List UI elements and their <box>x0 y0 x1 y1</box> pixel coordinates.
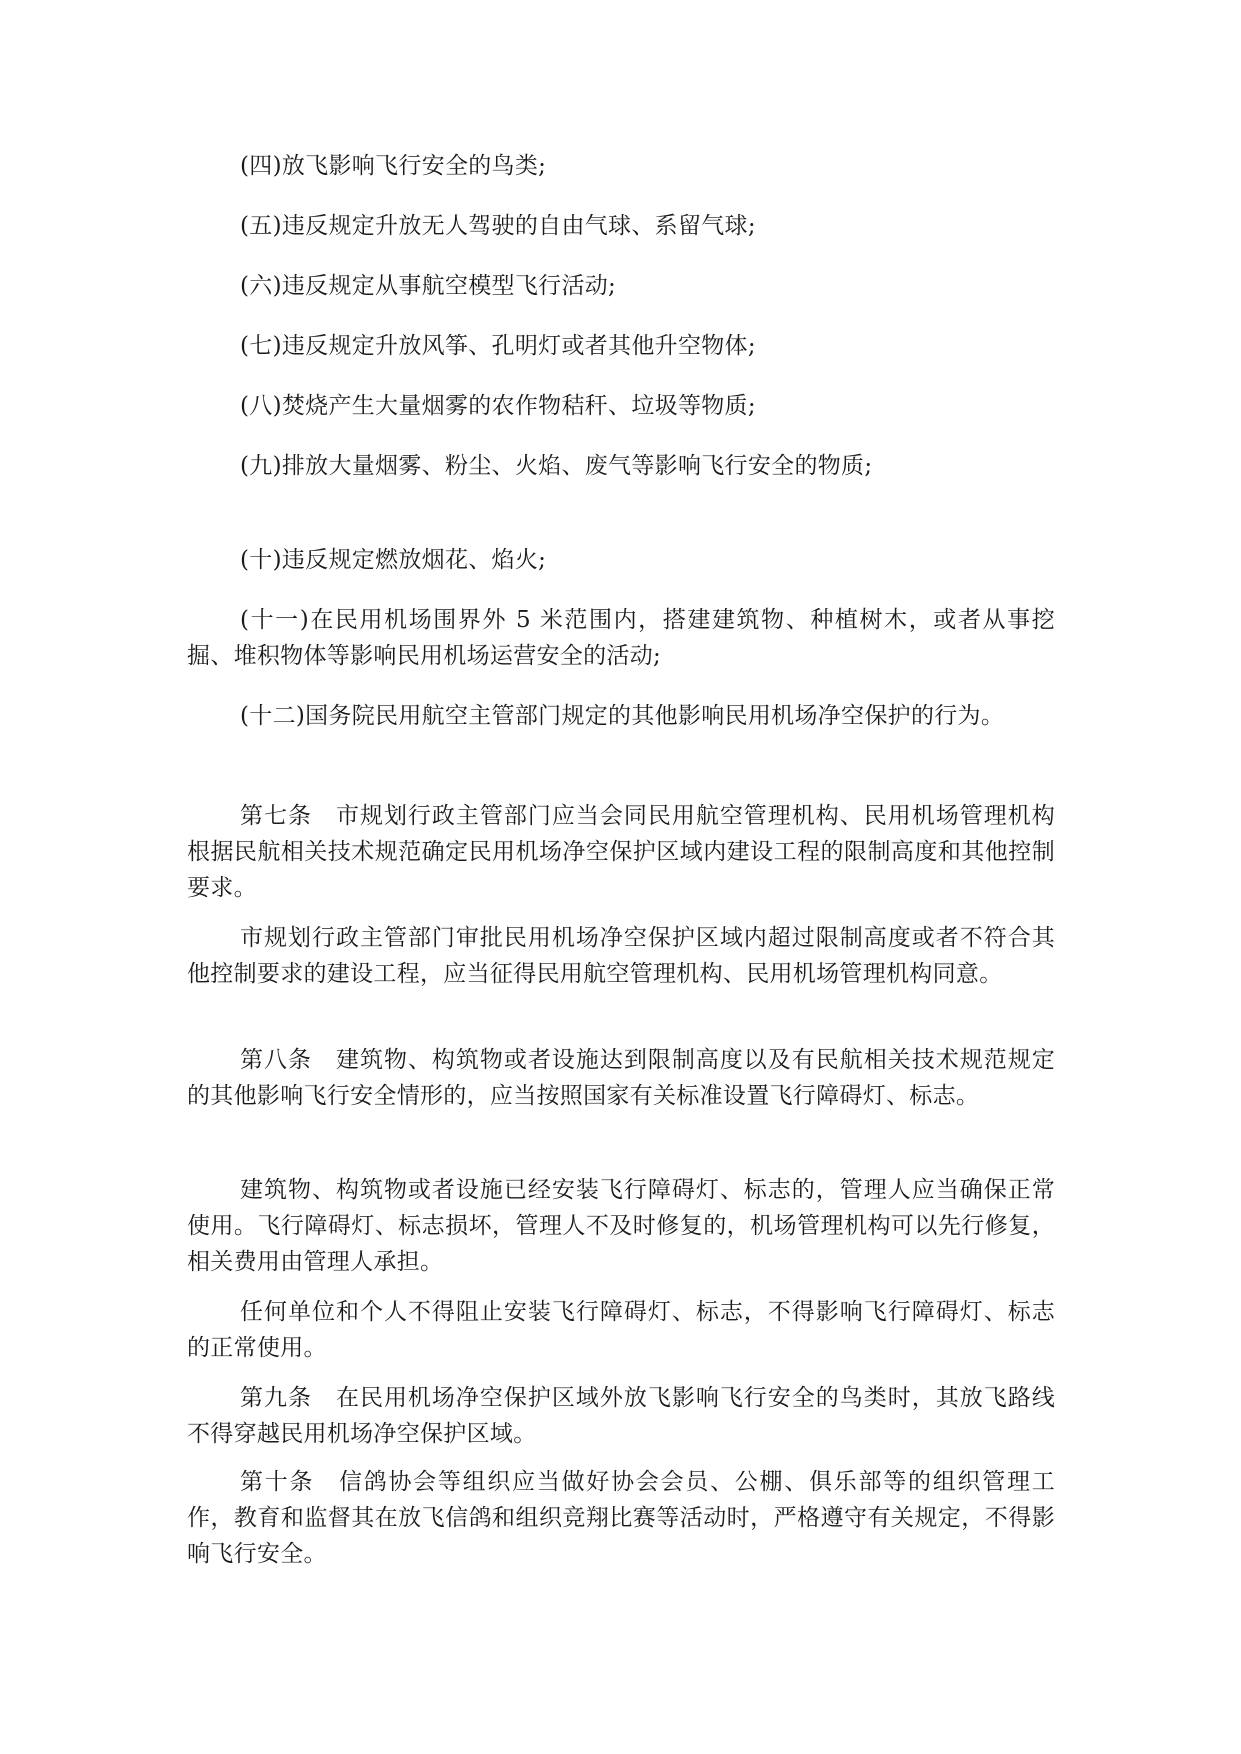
paragraph-item-12: (十二)国务院民用航空主管部门规定的其他影响民用机场净空保护的行为。 <box>240 703 1005 729</box>
paragraph-item-4: (四)放飞影响飞行安全的鸟类; <box>240 153 547 179</box>
article-10: 第十条 信鸽协会等组织应当做好协会会员、公棚、俱乐部等的组织管理工作，教育和监督其在放飞信鸽和组织竞翔比赛等活动时，严格遵守有关规定，不得影响飞行安全。 <box>187 1469 1055 1567</box>
article-8-paragraph-3: 任何单位和个人不得阻止安装飞行障碍灯、标志，不得影响飞行障碍灯、标志的正常使用。 <box>187 1299 1055 1361</box>
article-7-paragraph-2: 市规划行政主管部门审批民用机场净空保护区域内超过限制高度或者不符合其他控制要求的建设工程，应当征得民用航空管理机构、民用机场管理机构同意。 <box>187 925 1055 987</box>
article-9: 第九条 在民用机场净空保护区域外放飞影响飞行安全的鸟类时，其放飞路线不得穿越民用机场净空保护区域。 <box>187 1385 1055 1447</box>
article-8: 第八条 建筑物、构筑物或者设施达到限制高度以及有民航相关技术规范规定的其他影响飞行安全情形的，应当按照国家有关标准设置飞行障碍灯、标志。 <box>187 1047 1055 1109</box>
paragraph-item-11: (十一)在民用机场围界外 5 米范围内，搭建建筑物、种植树木，或者从事挖掘、堆积物体等影响民用机场运营安全的活动; <box>187 607 1055 669</box>
article-8-paragraph-2: 建筑物、构筑物或者设施已经安装飞行障碍灯、标志的，管理人应当确保正常使用。飞行障碍灯、标志损坏，管理人不及时修复的，机场管理机构可以先行修复，相关费用由管理人承担。 <box>187 1177 1055 1275</box>
paragraph-item-10: (十)违反规定燃放烟花、焰火; <box>240 547 547 573</box>
article-7: 第七条 市规划行政主管部门应当会同民用航空管理机构、民用机场管理机构根据民航相关技术规范确定民用机场净空保护区域内建设工程的限制高度和其他控制要求。 <box>187 803 1055 901</box>
paragraph-item-6: (六)违反规定从事航空模型飞行活动; <box>240 273 617 299</box>
paragraph-item-5: (五)违反规定升放无人驾驶的自由气球、系留气球; <box>240 213 756 239</box>
paragraph-item-7: (七)违反规定升放风筝、孔明灯或者其他升空物体; <box>240 333 756 359</box>
paragraph-item-9: (九)排放大量烟雾、粉尘、火焰、废气等影响飞行安全的物质; <box>240 453 873 479</box>
paragraph-item-8: (八)焚烧产生大量烟雾的农作物秸秆、垃圾等物质; <box>240 393 756 419</box>
